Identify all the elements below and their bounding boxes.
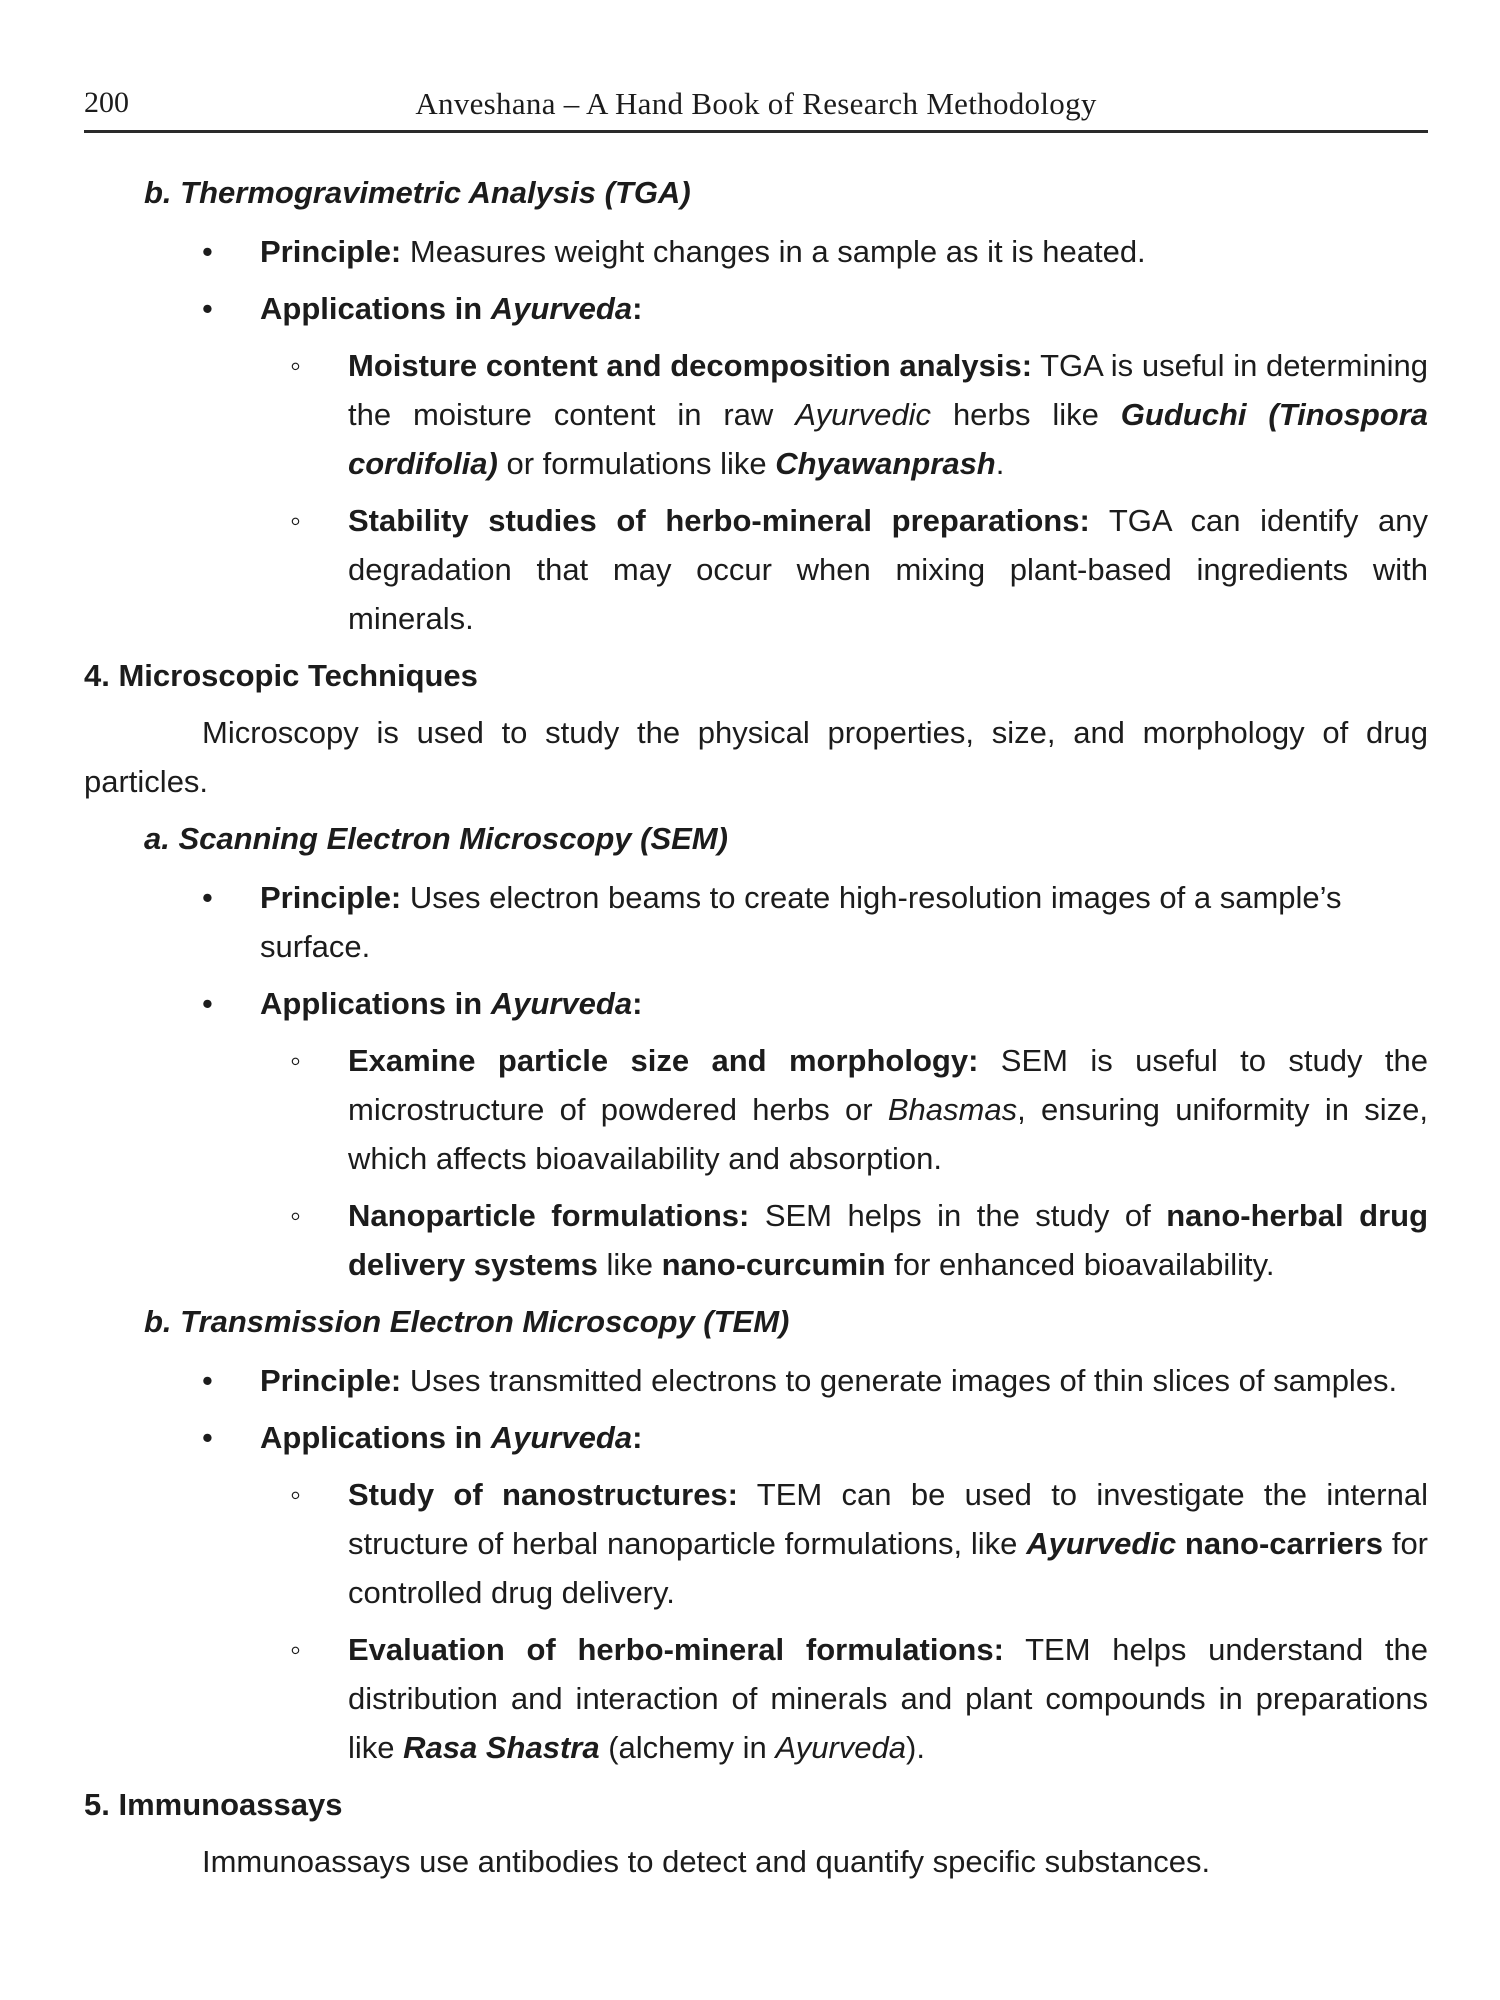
tem-item1-nanocarriers: nano-carriers (1184, 1526, 1384, 1561)
tem-applications-colon: : (632, 1420, 643, 1455)
tem-heading: b. Transmission Electron Microscopy (TEM) (144, 1304, 790, 1339)
tga-applications-label: Applications in (260, 291, 491, 326)
microscopic-intro: Microscopy is used to study the physical properties, size, and morphology of drug particles. (84, 715, 1428, 799)
tga-item1-t1: TGA is useful in determining the moisture content in raw (348, 348, 1428, 432)
tga-principle-label: Principle: (260, 234, 402, 269)
sem-item2-lead: Nanoparticle formulations: (348, 1198, 750, 1233)
tem-item1-lead: Study of nanostructures: (348, 1477, 739, 1512)
tga-principle-bullet (260, 227, 1428, 276)
sem-item1-bhasmas: Bhasmas (887, 1092, 1018, 1127)
sem-item1-lead: Examine particle size and morphology: (348, 1043, 979, 1078)
page-number: 200 (84, 86, 129, 119)
tga-applications-bullet (260, 284, 1428, 333)
tem-item2-t1: TEM helps understand the distribution and interaction of minerals and plant compounds in preparations like (348, 1632, 1429, 1765)
sem-principle-text: Uses electron beams to create high-resolution images of a sample’s surface. (260, 880, 1342, 964)
sem-app-item-nanoparticle (348, 1191, 1428, 1289)
tem-app-item-nanostructures (348, 1470, 1428, 1617)
sem-item1-t1: SEM is useful to study the microstructure of powdered herbs or (348, 1043, 1428, 1127)
tga-item1-t4: . (995, 446, 1005, 481)
tga-applications-term: Ayurveda (490, 291, 633, 326)
sem-item2-t1: SEM helps in the study of (749, 1198, 1167, 1233)
tga-item1-chyawanprash: Chyawanprash (775, 446, 996, 481)
tga-item1-t3: or formulations like (497, 446, 776, 481)
tga-item1-lead: Moisture content and decomposition analysis: (348, 348, 1033, 383)
tga-applications-colon: : (632, 291, 643, 326)
tem-item1-t3: for controlled drug delivery. (348, 1526, 1429, 1610)
tem-item2-lead: Evaluation of herbo-mineral formulations: (348, 1632, 1004, 1667)
tga-heading: b. Thermogravimetric Analysis (TGA) (144, 175, 691, 210)
tga-item1-ayurvedic: Ayurvedic (795, 397, 932, 432)
tem-item1-ayurvedic: Ayurvedic (1026, 1526, 1177, 1561)
tga-item1-t2: herbs like (931, 397, 1121, 432)
page-header (84, 84, 1428, 133)
sem-principle-bullet (260, 873, 1428, 971)
sem-applications-label: Applications in (260, 986, 491, 1021)
sem-applications-term: Ayurveda (490, 986, 633, 1021)
tem-item2-rasa: Rasa Shastra (403, 1730, 600, 1765)
tga-principle-text: Measures weight changes in a sample as it is heated. (401, 234, 1146, 269)
immunoassays-heading: 5. Immunoassays (84, 1787, 343, 1822)
microscopic-heading: 4. Microscopic Techniques (84, 658, 478, 693)
tga-item1-guduchi: Guduchi (Tinospora cordifolia) (348, 397, 1429, 481)
tem-principle-text: Uses transmitted electrons to generate images of thin slices of samples. (401, 1363, 1398, 1398)
tem-item1-t2 (1176, 1526, 1185, 1561)
tem-applications-term: Ayurveda (490, 1420, 633, 1455)
page-content (84, 168, 1428, 1894)
sem-item2-b2: nano-curcumin (661, 1247, 886, 1282)
tem-item2-t3: ). (906, 1730, 925, 1765)
tem-applications-label: Applications in (260, 1420, 491, 1455)
tem-principle-bullet (260, 1356, 1428, 1405)
tga-item2-text: TGA can identify any degradation that may occur when mixing plant-based ingredients with minerals. (348, 503, 1428, 636)
tem-item1-t1: TEM can be used to investigate the internal structure of herbal nanoparticle formulations, like (348, 1477, 1428, 1561)
sem-item2-t2: like (597, 1247, 662, 1282)
tem-app-item-herbo-mineral (348, 1625, 1428, 1772)
sem-applications-bullet (260, 979, 1428, 1028)
running-title: Anveshana – A Hand Book of Research Methodology (415, 86, 1097, 121)
sem-item2-t3: for enhanced bioavailability. (885, 1247, 1275, 1282)
sem-item1-t2: , ensuring uniformity in size, which affects bioavailability and absorption. (348, 1092, 1428, 1176)
sem-principle-label: Principle: (260, 880, 402, 915)
tem-principle-label: Principle: (260, 1363, 402, 1398)
tem-applications-bullet (260, 1413, 1428, 1462)
tem-item2-ayurveda: Ayurveda (775, 1730, 907, 1765)
sem-applications-colon: : (632, 986, 643, 1021)
tga-item2-lead: Stability studies of herbo-mineral preparations: (348, 503, 1090, 538)
sem-app-item-particle (348, 1036, 1428, 1183)
sem-item2-b1: nano-herbal drug delivery systems (348, 1198, 1429, 1282)
tem-item2-t2: (alchemy in (599, 1730, 776, 1765)
immunoassays-intro: Immunoassays use antibodies to detect and quantify specific substances. (202, 1844, 1211, 1879)
tga-app-item-stability (348, 496, 1428, 643)
tga-app-item-moisture (348, 341, 1428, 488)
sem-heading: a. Scanning Electron Microscopy (SEM) (144, 821, 728, 856)
